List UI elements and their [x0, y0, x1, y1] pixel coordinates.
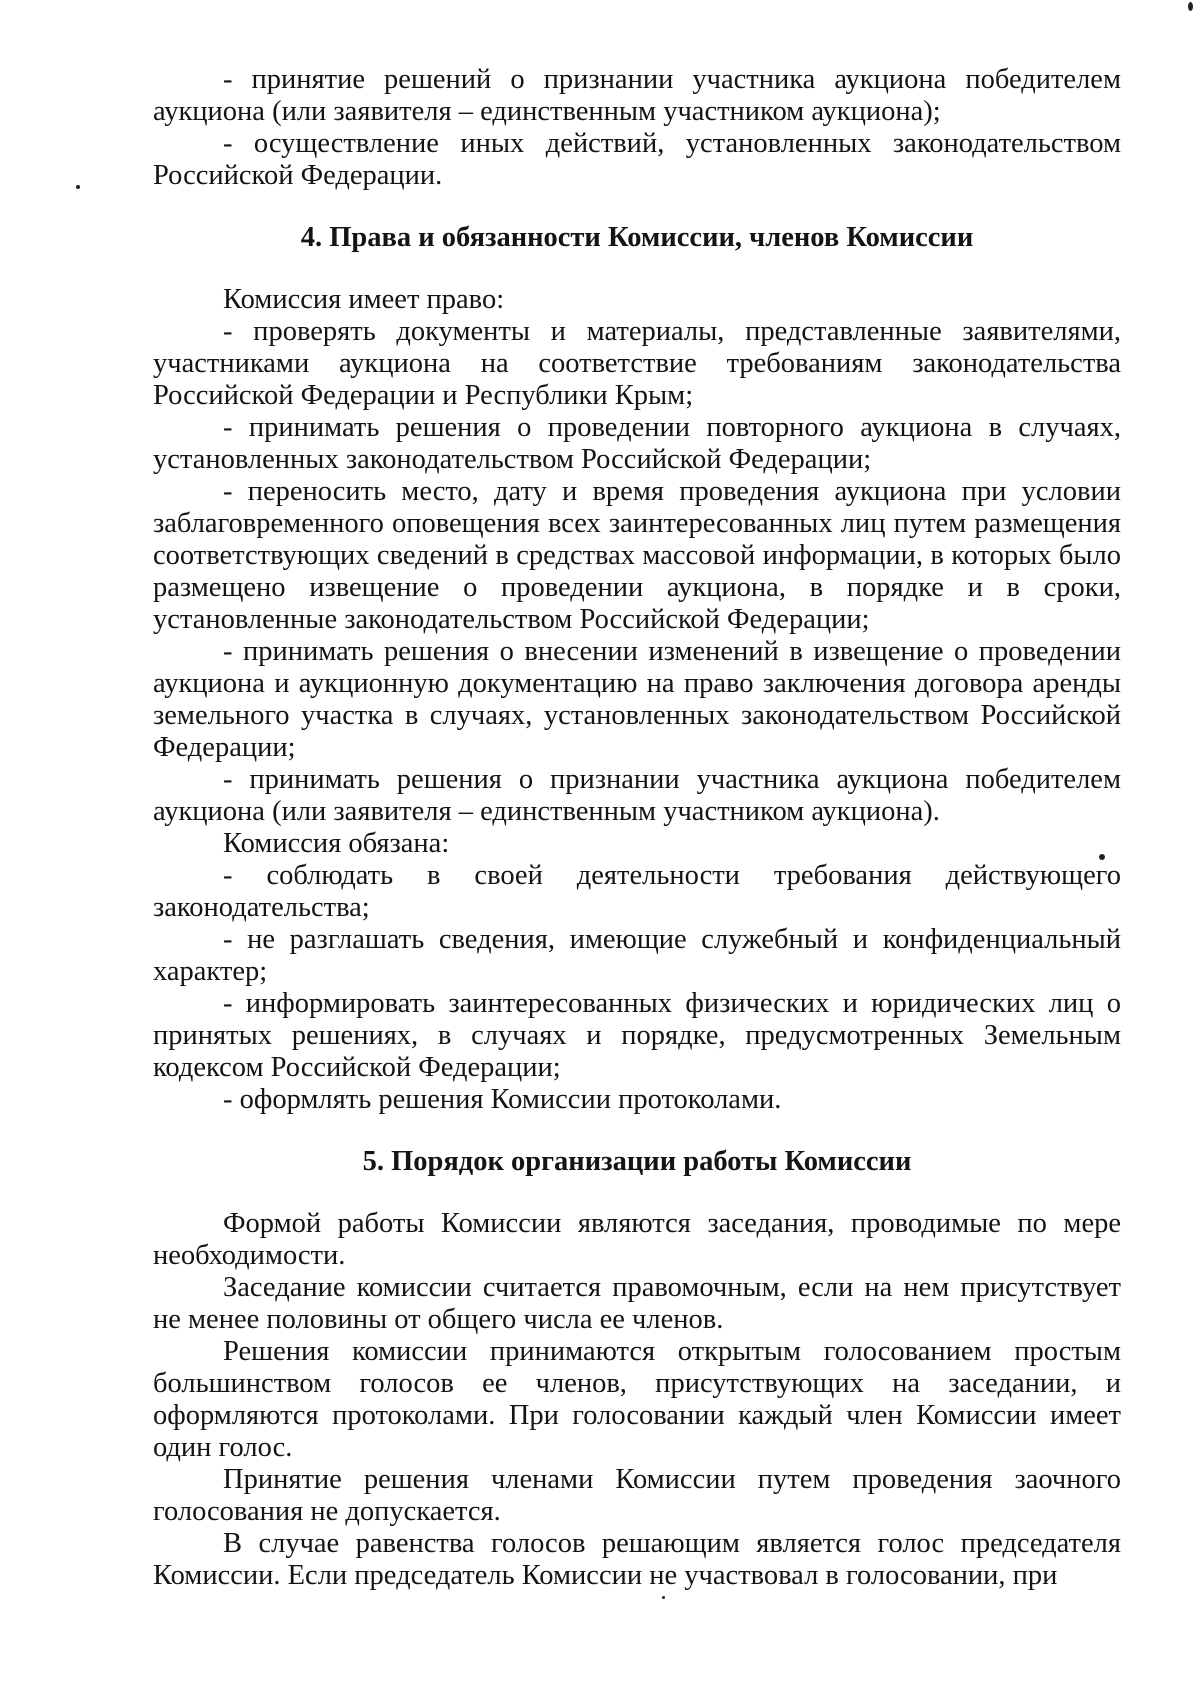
- list-item: - проверять документы и материалы, представленные заявителями, участниками аукциона на соответствие требованиям законодательства Российской Федерации и Республики Крым;: [153, 316, 1121, 411]
- list-item: - соблюдать в своей деятельности требования действующего законодательства;: [153, 860, 1121, 923]
- scan-speck: [1188, 2, 1193, 11]
- list-item: - информировать заинтересованных физических и юридических лиц о принятых решениях, в случаях и порядке, предусмотренных Земельным кодексом Российской Федерации;: [153, 988, 1121, 1083]
- document-page: [153, 64, 1121, 1592]
- scan-speck: [76, 185, 80, 189]
- paragraph: Заседание комиссии считается правомочным, если на нем присутствует не менее половины от общего числа ее членов.: [153, 1272, 1121, 1335]
- list-item: - принимать решения о проведении повторного аукциона в случаях, установленных законодательством Российской Федерации;: [153, 412, 1121, 475]
- paragraph: Комиссия имеет право:: [223, 284, 505, 315]
- paragraph: - осуществление иных действий, установленных законодательством Российской Федерации.: [153, 128, 1121, 191]
- list-item: - принимать решения о внесении изменений в извещение о проведении аукциона и аукционную документацию на право заключения договора аренды земельного участка в случаях, установленных законодательством Российской Федерации;: [153, 636, 1121, 763]
- paragraph: - принятие решений о признании участника аукциона победителем аукциона (или заявителя – единственным участником аукциона);: [153, 64, 1121, 127]
- list-item: - оформлять решения Комиссии протоколами.: [223, 1084, 782, 1115]
- list-item: - принимать решения о признании участника аукциона победителем аукциона (или заявителя – единственным участником аукциона).: [153, 764, 1121, 827]
- list-item: - переносить место, дату и время проведения аукциона при условии заблаговременного оповещения всех заинтересованных лиц путем размещения соответствующих сведений в средствах массовой информации, в которых было размещено извещение о проведении аукциона, в порядке и в сроки, установленные законодательством Российской Федерации;: [153, 476, 1121, 635]
- paragraph: В случае равенства голосов решающим является голос председателя Комиссии. Если председатель Комиссии не участвовал в голосовании, при: [153, 1528, 1121, 1591]
- scan-speck: [1099, 854, 1105, 860]
- list-item: - не разглашать сведения, имеющие служебный и конфиденциальный характер;: [153, 924, 1121, 987]
- scan-speck: [662, 1596, 665, 1599]
- paragraph: Комиссия обязана:: [223, 828, 450, 859]
- paragraph: Решения комиссии принимаются открытым голосованием простым большинством голосов ее членов, присутствующих на заседании, и оформляются протоколами. При голосовании каждый член Комиссии имеет один голос.: [153, 1336, 1121, 1463]
- paragraph: Принятие решения членами Комиссии путем проведения заочного голосования не допускается.: [153, 1464, 1121, 1527]
- section-heading-5: 5. Порядок организации работы Комиссии: [362, 1146, 912, 1177]
- paragraph: Формой работы Комиссии являются заседания, проводимые по мере необходимости.: [153, 1208, 1121, 1271]
- section-heading-4: 4. Права и обязанности Комиссии, членов Комиссии: [300, 222, 974, 253]
